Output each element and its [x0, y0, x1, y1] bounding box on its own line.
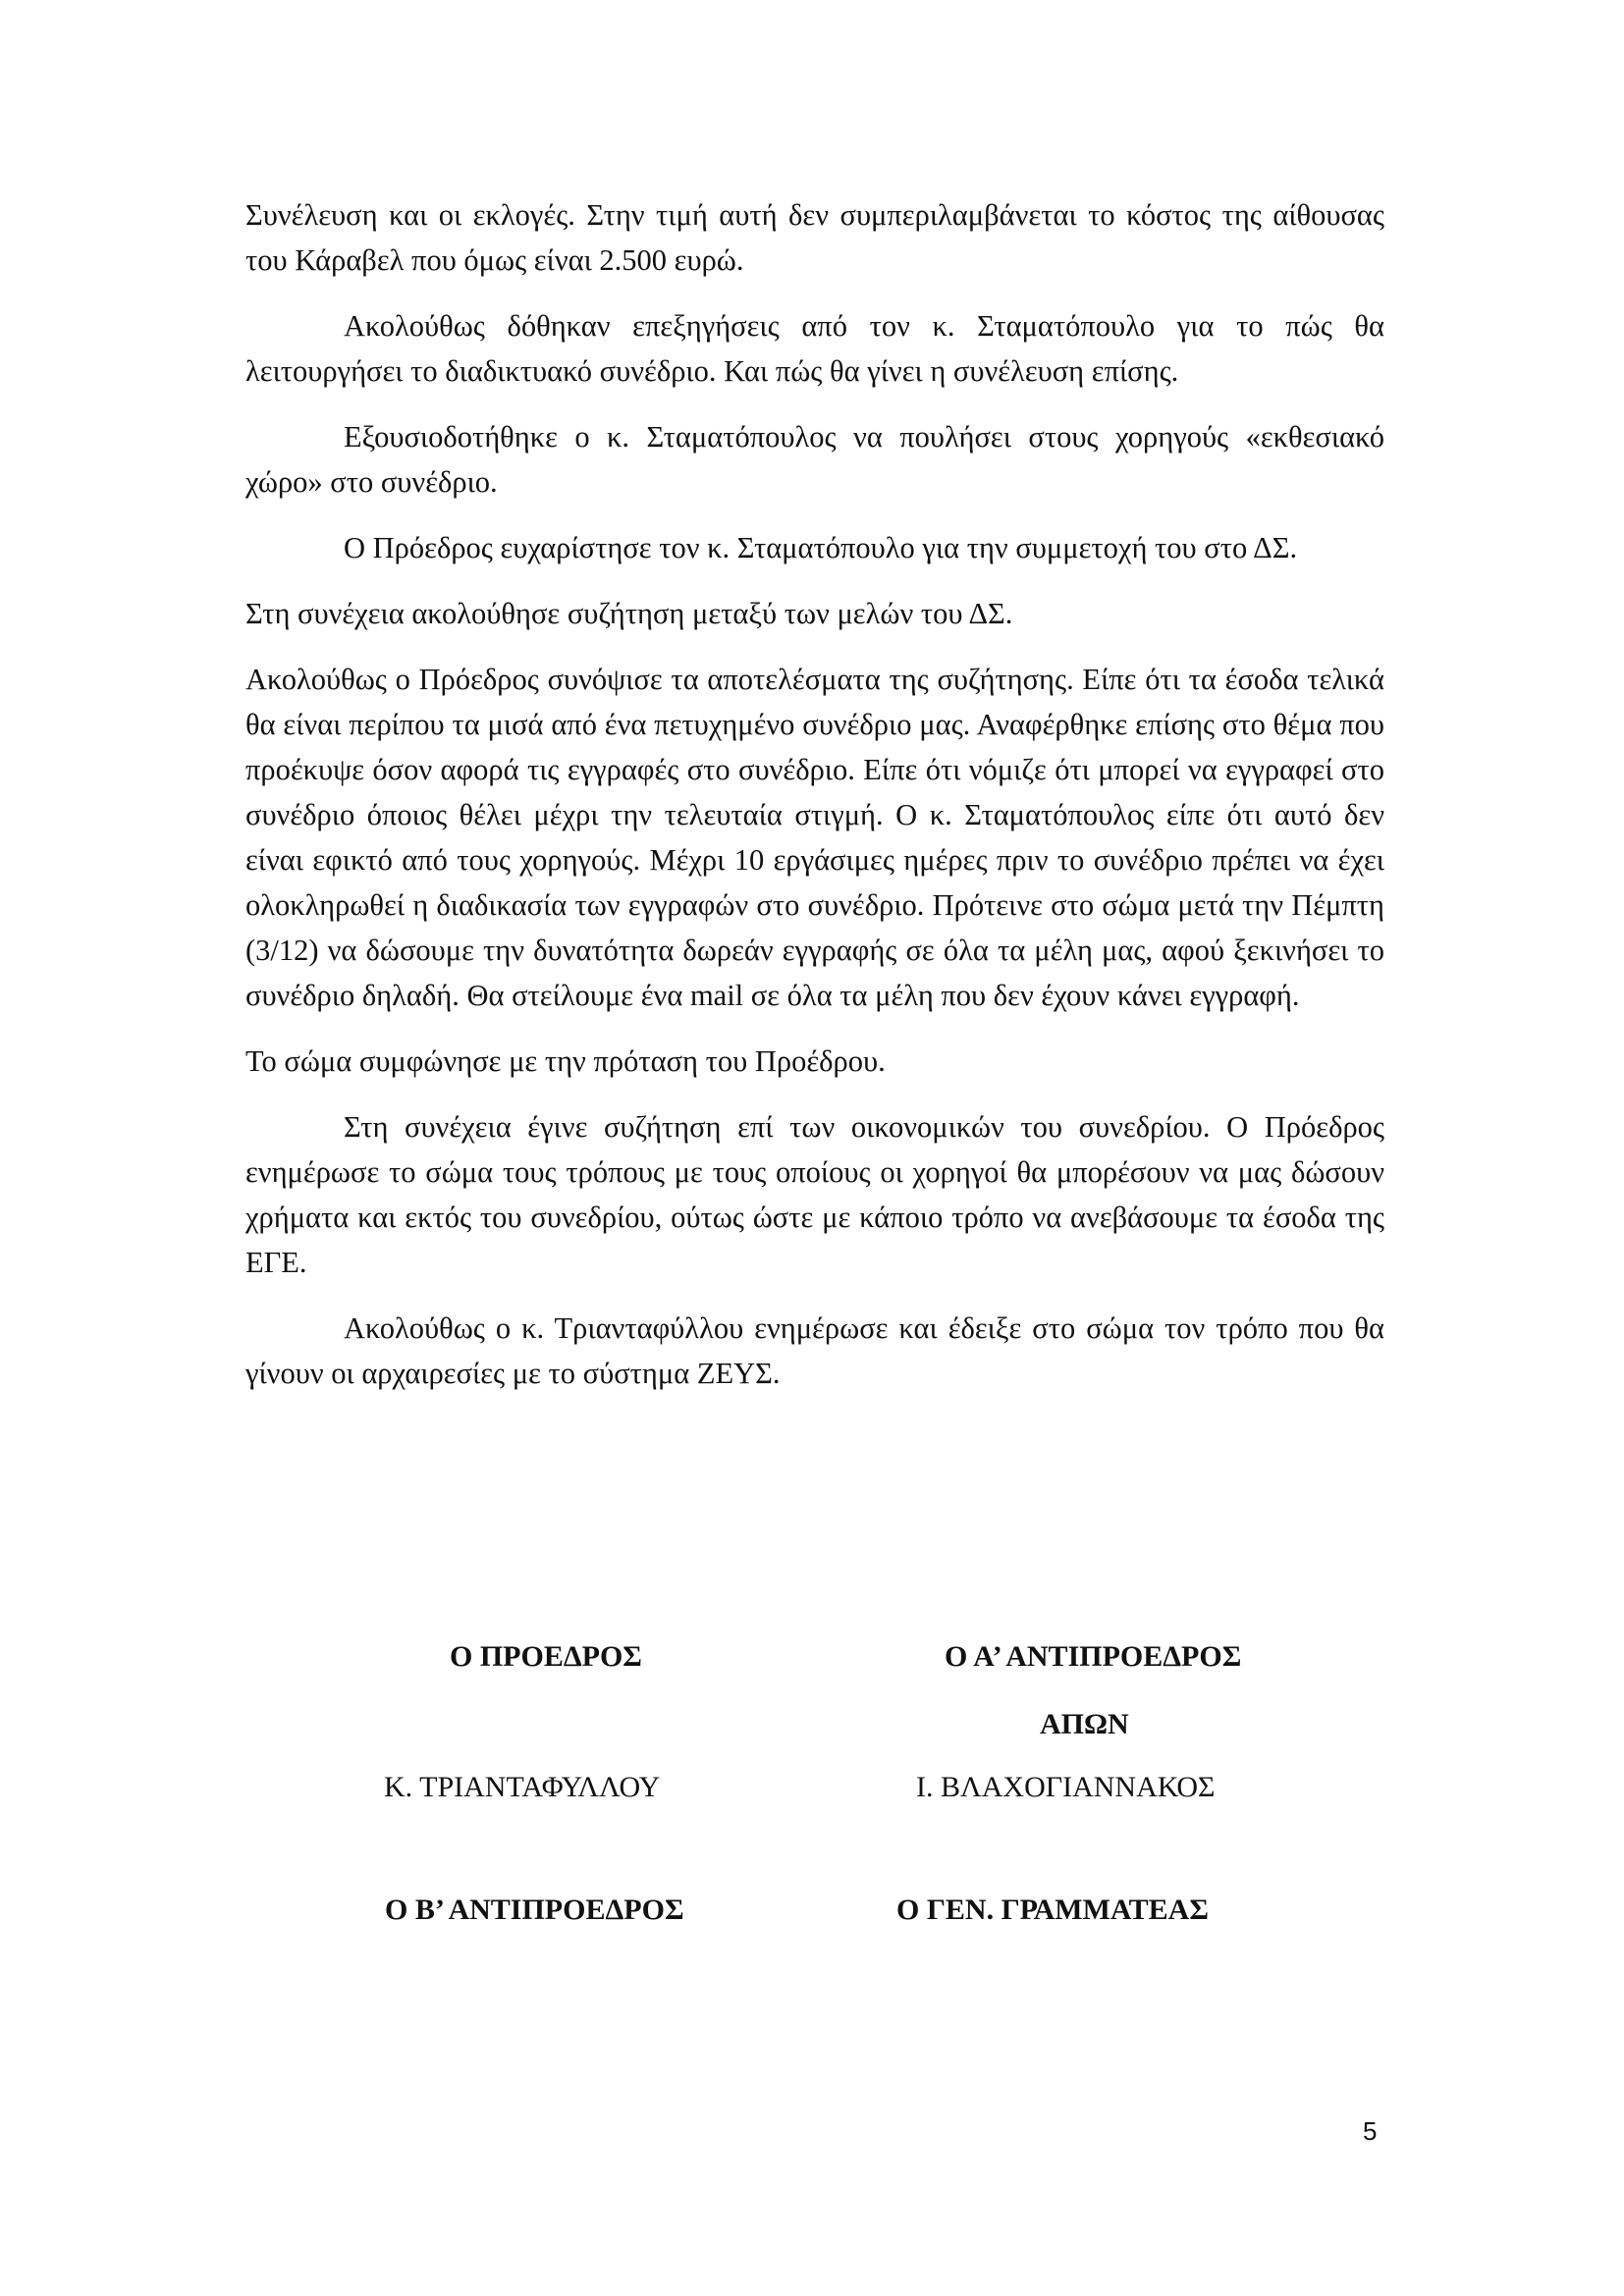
vice-president-a-absent: ΑΠΩΝ — [1040, 1708, 1129, 1740]
paragraph-continued: Συνέλευση και οι εκλογές. Στην τιμή αυτή δεν συμπεριλαμβάνεται το κόστος της αίθουσας του Κάραβελ που όμως είναι 2.500 ευρώ. — [245, 198, 1384, 277]
paragraph: Ακολούθως ο Πρόεδρος συνόψισε τα αποτελέσματα της συζήτησης. Είπε ότι τα έσοδα τελικά θα είναι περίπου τα μισά από ένα πετυχημένο συνέδριο μας. Αναφέρθηκε επίσης στο θέμα που προέκυψε όσον αφορά τις εγγραφές στο συνέδριο. Είπε ότι νόμιζε ότι μπορεί να εγγραφεί στο συνέδριο όποιος θέλει μέχρι την τελευταία στιγμή. Ο κ. Σταματόπουλος είπε ότι αυτό δεν είναι εφικτό από τους χορηγούς. Μέχρι 10 εργάσιμες ημέρες πριν το συνέδριο πρέπει να έχει ολοκληρωθεί η διαδικασία των εγγραφών στο συνέδριο. Πρότεινε στο σώμα μετά την Πέμπτη (3/12) να δώσουμε την δυνατότητα δωρεάν εγγραφής σε όλα τα μέλη μας, αφού ξεκινήσει το συνέδριο δηλαδή. Θα στείλουμε ένα mail σε όλα τα μέλη που δεν έχουν κάνει εγγραφή. — [245, 663, 1384, 1012]
paragraph: Στη συνέχεια ακολούθησε συζήτηση μεταξύ των μελών του ΔΣ. — [245, 597, 1013, 630]
vice-president-a-name: Ι. ΒΛΑΧΟΓΙΑΝΝΑΚΟΣ — [916, 1771, 1216, 1803]
general-secretary-title: Ο ΓΕΝ. ΓΡΑΜΜΑΤΕΑΣ — [896, 1894, 1209, 1926]
president-name: Κ. ΤΡΙΑΝΤΑΦΥΛΛΟΥ — [384, 1771, 661, 1803]
paragraph: Στη συνέχεια έγινε συζήτηση επί των οικονομικών του συνεδρίου. Ο Πρόεδρος ενημέρωσε το σώμα τους τρόπους με τους οποίους οι χορηγοί θα μπορέσουν να μας δώσουν χρήματα και εκτός του συνεδρίου, ούτως ώστε με κάποιο τρόπο να ανεβάσουμε τα έσοδα της ΕΓΕ. — [245, 1110, 1384, 1279]
vice-president-b-title: Ο Β’ ΑΝΤΙΠΡΟΕΔΡΟΣ — [385, 1894, 684, 1926]
paragraph: Ακολούθως δόθηκαν επεξηγήσεις από τον κ. Σταματόπουλο για το πώς θα λειτουργήσει το διαδικτυακό συνέδριο. Και πώς θα γίνει η συνέλευση επίσης. — [245, 309, 1384, 388]
president-title: Ο ΠΡΟΕΔΡΟΣ — [450, 1640, 642, 1673]
paragraph: Το σώμα συμφώνησε με την πρόταση του Προέδρου. — [245, 1044, 886, 1078]
vice-president-a-title: Ο Α’ ΑΝΤΙΠΡΟΕΔΡΟΣ — [945, 1640, 1242, 1673]
paragraph: Ο Πρόεδρος ευχαρίστησε τον κ. Σταματόπουλο για την συμμετοχή του στο ΔΣ. — [344, 531, 1298, 564]
minutes-body — [245, 192, 1384, 1416]
paragraph: Εξουσιοδοτήθηκε ο κ. Σταματόπουλος να πουλήσει στους χορηγούς «εκθεσιακό χώρο» στο συνέδριο. — [245, 420, 1384, 499]
page-number: 5 — [1363, 2116, 1378, 2146]
paragraph: Ακολούθως ο κ. Τριανταφύλλου ενημέρωσε και έδειξε στο σώμα τον τρόπο που θα γίνουν οι αρχαιρεσίες με το σύστημα ΖΕΥΣ. — [245, 1311, 1384, 1390]
